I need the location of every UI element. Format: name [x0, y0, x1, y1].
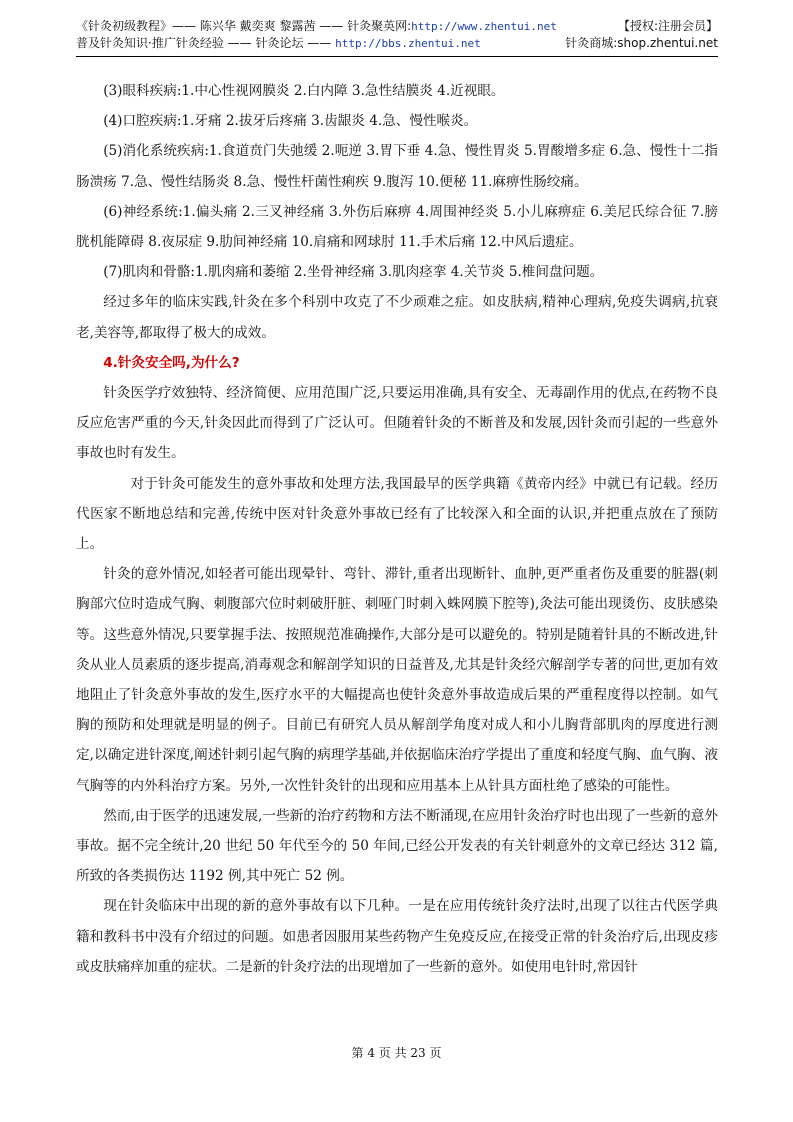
header-title-text: 《针灸初级教程》—— 陈兴华 戴奕爽 黎露茜 —— 针灸聚英网:	[76, 19, 412, 33]
header-title	[76, 18, 557, 35]
paragraph: 针灸的意外情况,如轻者可能出现晕针、弯针、滞针,重者出现断针、血肿,更严重者伤及重要的脏器(刺胸部穴位时造成气胸、刺腹部穴位时刺破肝脏、刺哑门时刺入蛛网膜下腔等),灸法可能出现烫伤、皮肤感染等。这些意外情况,只要掌握手法、按照规范准确操作,大部分是可以避免的。特别是随着针具的不断改进,针灸从业人员素质的逐步提高,消毒观念和解剖学知识的日益普及,尤其是针灸经穴解剖学专著的问世,更加有效地阻止了针灸意外事故的发生,医疗水平的大幅提高也使针灸意外事故造成后果的严重程度得以控制。如气胸的预防和处理就是明显的例子。目前已有研究人员从解剖学角度对成人和小儿胸背部肌肉的厚度进行测定,以确定进针深度,阐述针刺引起气胸的病理学基础,并依据临床治疗学提出了重度和轻度气胸、血气胸、液气胸等的内外科治疗方案。另外,一次性针灸针的出现和应用基本上从针具方面杜绝了感染的可能性。	[76, 566, 718, 794]
page-header	[76, 18, 718, 52]
header-row-2	[76, 35, 718, 52]
shop-link[interactable]: 针灸商城:shop.zhentui.net	[565, 36, 718, 50]
page-content	[76, 76, 718, 982]
paragraph: 然而,由于医学的迅速发展,一些新的治疗药物和方法不断涌现,在应用针灸治疗时也出现了一些新的意外事故。据不完全统计,20 世纪 50 年代至今的 50 年间,已经公开发表的有关针刺意外的文章已经达 312 篇,所致的各类损伤达 1192 例,其中死亡 52 例。	[76, 807, 718, 885]
paragraph: 经过多年的临床实践,针灸在多个科别中攻克了不少顽难之症。如皮肤病,精神心理病,免疫失调病,抗衰老,美容等,都取得了极大的成效。	[76, 294, 718, 341]
forum-link[interactable]: http://bbs.zhentui.net	[335, 37, 481, 50]
paragraph: (3)眼科疾病:1.中心性视网膜炎 2.白内障 3.急性结膜炎 4.近视眼。	[103, 83, 505, 99]
auth-badge: 【授权:注册会员】	[617, 19, 718, 33]
header-forum-text: 普及针灸知识·推广针灸经验 —— 针灸论坛 ——	[76, 36, 332, 50]
paragraph: 对于针灸可能发生的意外事故和处理方法,我国最早的医学典籍《黄帝内经》中就已有记载。经历代医家不断地总结和完善,传统中医对针灸意外事故已经有了比较深入和全面的认识,并把重点放在了预防上。	[76, 475, 718, 553]
site-link[interactable]: http://www.zhentui.net	[411, 20, 557, 33]
paragraph: (5)消化系统疾病:1.食道贲门失弛缓 2.呃逆 3.胃下垂 4.急、慢性胃炎 5.胃酸增多症 6.急、慢性十二指肠溃疡 7.急、慢性结肠炎 8.急、慢性杆菌性痢疾 9.腹泻 10.便秘 11.麻痹性肠绞痛。	[76, 143, 718, 190]
header-row-1	[76, 18, 718, 35]
page-number: 第 4 页 共 23 页	[351, 1046, 442, 1060]
section-heading: 4.针灸安全吗,为什么?	[103, 354, 240, 371]
header-forum	[76, 35, 481, 52]
paragraph: (6)神经系统:1.偏头痛 2.三叉神经痛 3.外伤后麻痹 4.周围神经炎 5.小儿麻痹症 6.美尼氏综合征 7.膀胱机能障碍 8.夜尿症 9.肋间神经痛 10.肩痛和网球肘 11.手术后痛 12.中风后遗症。	[76, 203, 718, 251]
paragraph: 现在针灸临床中出现的新的意外事故有以下几种。一是在应用传统针灸疗法时,出现了以往古代医学典籍和教科书中没有介绍过的问题。如患者因服用某些药物产生免疫反应,在接受正常的针灸治疗后,出现皮疹或皮肤痛痒加重的症状。二是新的针灸疗法的出现增加了一些新的意外。如使用电针时,常因针	[76, 898, 718, 975]
paragraph: 针灸医学疗效独特、经济简便、应用范围广泛,只要运用准确,具有安全、无毒副作用的优点,在药物不良反应危害严重的今天,针灸因此而得到了广泛认可。但随着针灸的不断普及和发展,因针灸而引起的一些意外事故也时有发生。	[76, 385, 718, 462]
paragraph: (7)肌肉和骨骼:1.肌肉痛和萎缩 2.坐骨神经痛 3.肌肉痉挛 4.关节炎 5.椎间盘问题。	[103, 264, 604, 281]
paragraph: (4)口腔疾病:1.牙痛 2.拔牙后疼痛 3.齿龈炎 4.急、慢性喉炎。	[103, 113, 478, 130]
header-divider	[76, 56, 718, 57]
